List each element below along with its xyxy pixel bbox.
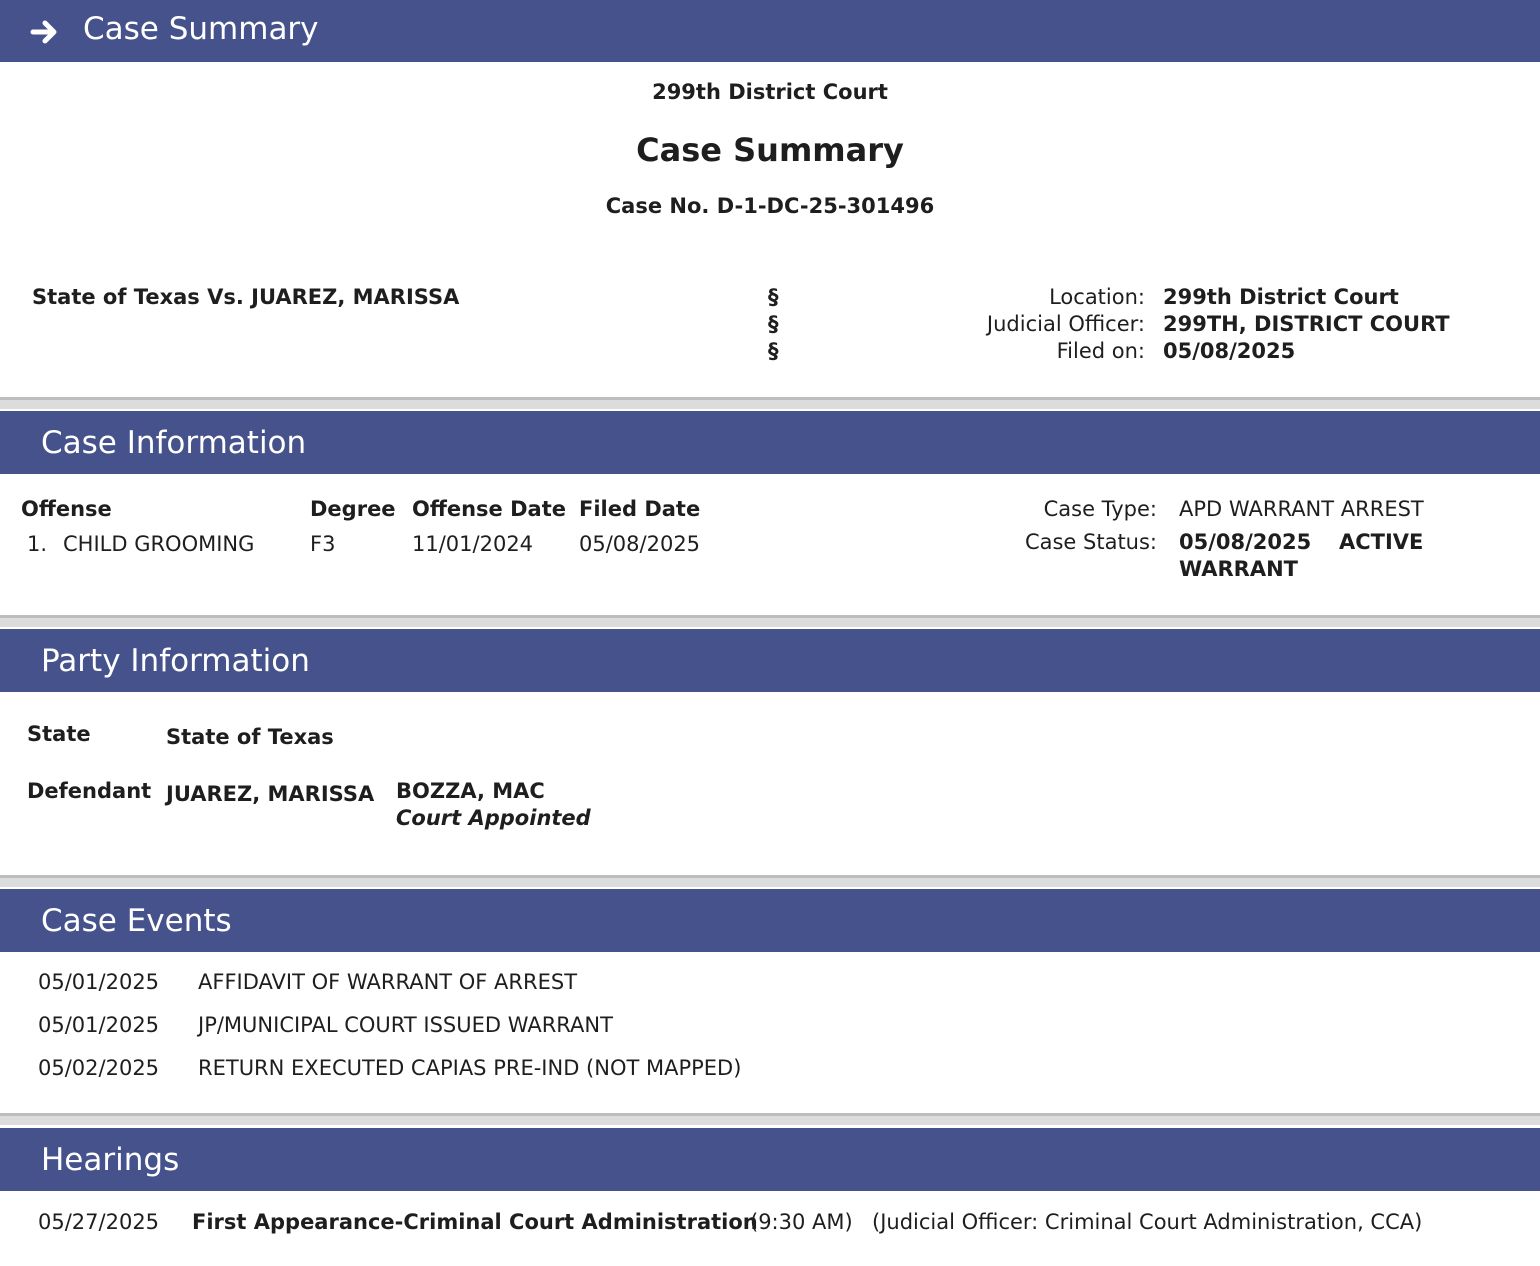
judicial-officer-value: 299TH, DISTRICT COURT: [1163, 312, 1450, 336]
court-name: 299th District Court: [652, 80, 888, 104]
attorney-type: Court Appointed: [396, 806, 591, 830]
case-type-value: APD WARRANT ARREST: [1179, 497, 1424, 521]
section-mark: §: [768, 312, 779, 336]
section-mark: §: [768, 285, 779, 309]
filed-on-label: Filed on:: [1056, 339, 1145, 363]
arrow-right-icon[interactable]: [30, 17, 60, 47]
case-style: State of Texas Vs. JUAREZ, MARISSA: [32, 285, 460, 309]
event-description: RETURN EXECUTED CAPIAS PRE-IND (NOT MAPPED): [198, 1056, 742, 1080]
party-role: Defendant: [27, 779, 152, 803]
offense-date-header: Offense Date: [412, 497, 566, 521]
section-title: Case Information: [41, 425, 307, 461]
page-title: Case Summary: [636, 131, 904, 169]
hearing-name[interactable]: First Appearance-Criminal Court Administration: [192, 1210, 758, 1234]
event-date: 05/02/2025: [38, 1056, 160, 1080]
event-description: AFFIDAVIT OF WARRANT OF ARREST: [198, 970, 578, 994]
filed-on-value: 05/08/2025: [1163, 339, 1296, 363]
case-status-value: ACTIVE: [1339, 530, 1424, 554]
filed-date-header: Filed Date: [579, 497, 701, 521]
event-description: JP/MUNICIPAL COURT ISSUED WARRANT: [198, 1013, 613, 1037]
filed-date: 05/08/2025: [579, 532, 701, 556]
case-events-header: [0, 889, 1540, 952]
section-mark: §: [768, 339, 779, 363]
location-value: 299th District Court: [1163, 285, 1399, 309]
section-title: Case Events: [41, 903, 232, 939]
hearing-date: 05/27/2025: [38, 1210, 160, 1234]
offense-degree: F3: [310, 532, 336, 556]
case-type-label: Case Type:: [1043, 497, 1157, 521]
divider: [0, 615, 1540, 627]
divider: [0, 397, 1540, 409]
party-role: State: [27, 722, 91, 746]
offense-date: 11/01/2024: [412, 532, 534, 556]
party-information-header: [0, 629, 1540, 692]
section-title: Hearings: [41, 1142, 180, 1178]
divider: [0, 1113, 1540, 1125]
hearings-header: [0, 1128, 1540, 1191]
section-title: Party Information: [41, 643, 310, 679]
case-status-value-continued: WARRANT: [1179, 557, 1298, 581]
attorney-name: BOZZA, MAC: [396, 779, 545, 803]
offense-name: CHILD GROOMING: [63, 532, 255, 556]
divider: [0, 875, 1540, 887]
case-status-label: Case Status:: [1024, 530, 1157, 554]
case-status-date: 05/08/2025: [1179, 530, 1312, 554]
party-name: State of Texas: [166, 725, 334, 749]
location-label: Location:: [1049, 285, 1145, 309]
header-title: Case Summary: [83, 11, 319, 47]
case-summary-header: [0, 0, 1540, 62]
event-date: 05/01/2025: [38, 1013, 160, 1037]
hearing-time: (9:30 AM): [750, 1210, 853, 1234]
case-number: Case No. D-1-DC-25-301496: [605, 194, 935, 218]
event-date: 05/01/2025: [38, 970, 160, 994]
party-name: JUAREZ, MARISSA: [166, 782, 375, 806]
hearing-officer: (Judicial Officer: Criminal Court Administration, CCA): [872, 1210, 1423, 1234]
degree-header: Degree: [310, 497, 396, 521]
judicial-officer-label: Judicial Officer:: [986, 312, 1145, 336]
case-information-header: [0, 411, 1540, 474]
offense-number: 1.: [27, 532, 48, 556]
offense-header: Offense: [21, 497, 112, 521]
